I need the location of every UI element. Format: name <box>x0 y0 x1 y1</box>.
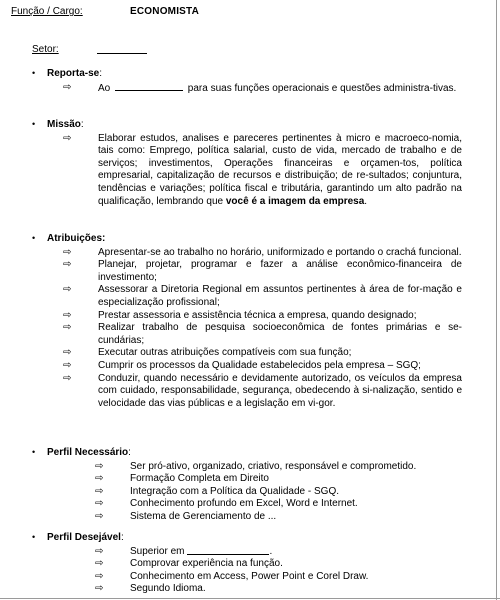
reporta-heading: Reporta-se <box>47 68 100 79</box>
list-item: ⇨ Superior em . <box>95 545 273 557</box>
list-item <box>95 473 462 486</box>
arrow-icon: ⇨ <box>95 570 104 582</box>
arrow-icon: ⇨ <box>63 347 72 359</box>
perfil-necessario-list <box>95 461 462 524</box>
arrow-icon: ⇨ <box>95 498 104 510</box>
arrow-icon: ⇨ <box>63 309 72 321</box>
arrow-icon: ⇨ <box>63 259 72 271</box>
atribuicoes-heading: Atribuições: <box>47 233 106 244</box>
list-item <box>95 486 462 499</box>
reporta-row <box>63 82 462 96</box>
perfil-desejavel-heading: Perfil Desejável <box>47 532 121 543</box>
section-reporta <box>32 67 462 95</box>
arrow-icon: ⇨ <box>95 510 104 522</box>
arrow-icon: ⇨ <box>63 81 72 93</box>
bullet-icon: • <box>32 119 36 129</box>
missao-body: Elaborar estudos, analises e pareceres pertinentes à micro e macroeco-nomia, tais como: Emprego, política salarial, custo de vida, mercado de trabalho e de serviços; investimentos, Operações financeiras e orçamen-tos, política empresarial, capitalização de recursos e distribuição; de re-sultados; conjuntura, tendências e variações; política fiscal e tributária, garantindo um alto padrão na qualificação, lembrando que <box>98 132 462 207</box>
perfil-necessario-text: Integração com a Política da Qualidade - SGQ. <box>130 485 339 497</box>
perfil-necessario-heading: Perfil Necessário <box>47 447 129 458</box>
atribuicao-text: Executar outras atribuições compatíveis com sua função; <box>98 347 352 359</box>
list-item <box>95 571 462 584</box>
list-item <box>63 322 462 347</box>
funcao-cargo-value: ECONOMISTA <box>130 6 200 17</box>
atribuicao-text: Realizar trabalho de pesquisa socioeconômica de fontes primárias e se-cundárias; <box>98 322 462 346</box>
perfil-necessario-text: Ser pró-ativo, organizado, criativo, responsável e comprometido. <box>130 460 417 472</box>
list-item <box>95 511 462 524</box>
section-missao <box>32 118 462 208</box>
arrow-icon: ⇨ <box>95 460 104 472</box>
atribuicao-text: Conduzir, quando necessário e devidamente autorizado, os veículos da empresa com cuidado, responsabilidade, segurança, obedecendo à si-nalização, sentido e velocidade das vias públicas e a legislação em vi-gor. <box>98 372 462 409</box>
perfil-desejavel-text: Conhecimento em Access, Power Point e Corel Draw. <box>130 570 369 582</box>
arrow-icon: ⇨ <box>63 246 72 258</box>
perfil-necessario-colon: : <box>128 447 131 458</box>
reporta-prefix: Ao <box>98 82 111 94</box>
arrow-icon: ⇨ <box>63 284 72 296</box>
bullet-icon: • <box>32 447 36 457</box>
missao-end: . <box>364 195 368 207</box>
atribuicoes-list <box>63 247 462 411</box>
list-item <box>63 373 462 411</box>
list-item <box>63 247 462 260</box>
arrow-icon: ⇨ <box>63 322 72 334</box>
list-item <box>63 347 462 360</box>
bullet-icon: • <box>32 532 36 542</box>
atribuicao-text: Planejar, projetar, programar e fazer a análise econômico-financeira de investimento; <box>98 259 462 283</box>
section-perfil-desejavel <box>32 531 462 596</box>
missao-text <box>98 133 462 209</box>
atribuicao-text: Apresentar-se ao trabalho no horário, uniformizado e portando o crachá funcional. <box>98 246 462 258</box>
reporta-blank-field <box>115 82 183 91</box>
reporta-body: para suas funções operacionais e questões administra-tivas. <box>187 82 457 94</box>
perfil-necessario-text: Sistema de Gerenciamento de ... <box>130 510 277 522</box>
section-atribuicoes <box>32 232 462 410</box>
missao-colon: : <box>80 119 84 130</box>
list-item <box>63 259 462 284</box>
arrow-icon: ⇨ <box>95 558 104 570</box>
arrow-icon: ⇨ <box>63 132 72 144</box>
perfil-desejavel-text: Superior em <box>130 545 185 557</box>
perfil-desejavel-list <box>95 546 462 596</box>
missao-bold-tail: você é a imagem da empresa <box>225 195 365 207</box>
missao-heading: Missão <box>47 119 81 130</box>
funcao-cargo-label: Função / Cargo: <box>11 6 83 17</box>
arrow-icon: ⇨ <box>95 583 104 595</box>
perfil-desejavel-colon: : <box>120 532 124 543</box>
perfil-necessario-text: Formação Completa em Direito <box>130 473 269 485</box>
perfil-desejavel-text: Comprovar experiência na função. <box>130 558 283 570</box>
atribuicao-text: Assessorar a Diretoria Regional em assuntos pertinentes à área de for-mação e especialização profissional; <box>98 284 462 308</box>
reporta-text <box>98 82 462 96</box>
list-item <box>63 310 462 323</box>
perfil-desejavel-text: Segundo Idioma. <box>130 583 206 595</box>
arrow-icon: ⇨ <box>63 372 72 384</box>
list-item <box>63 284 462 309</box>
arrow-icon: ⇨ <box>95 485 104 497</box>
arrow-icon: ⇨ <box>95 473 104 485</box>
list-item <box>95 558 462 571</box>
arrow-icon: ⇨ <box>63 359 72 371</box>
missao-row <box>63 133 462 209</box>
list-item <box>63 360 462 373</box>
page-border-right <box>496 0 497 600</box>
atribuicao-text: Prestar assessoria e assistência técnica a empresa, quando designado; <box>98 309 417 321</box>
list-item <box>95 498 462 511</box>
list-item <box>95 461 462 474</box>
setor-blank-field <box>97 44 147 54</box>
section-perfil-necessario <box>32 446 462 524</box>
setor-label: Setor: <box>32 44 59 55</box>
bullet-icon: • <box>32 233 36 243</box>
list-item <box>95 583 462 596</box>
perfil-necessario-text: Conhecimento profundo em Excel, Word e Internet. <box>130 498 358 510</box>
reporta-colon: : <box>99 68 103 79</box>
page-border-bottom <box>0 598 500 599</box>
superior-blank-field <box>187 546 269 555</box>
bullet-icon: • <box>32 68 36 78</box>
atribuicao-text: Cumprir os processos da Qualidade estabelecidos pela empresa – SGQ; <box>98 359 421 371</box>
arrow-icon: ⇨ <box>95 545 104 557</box>
